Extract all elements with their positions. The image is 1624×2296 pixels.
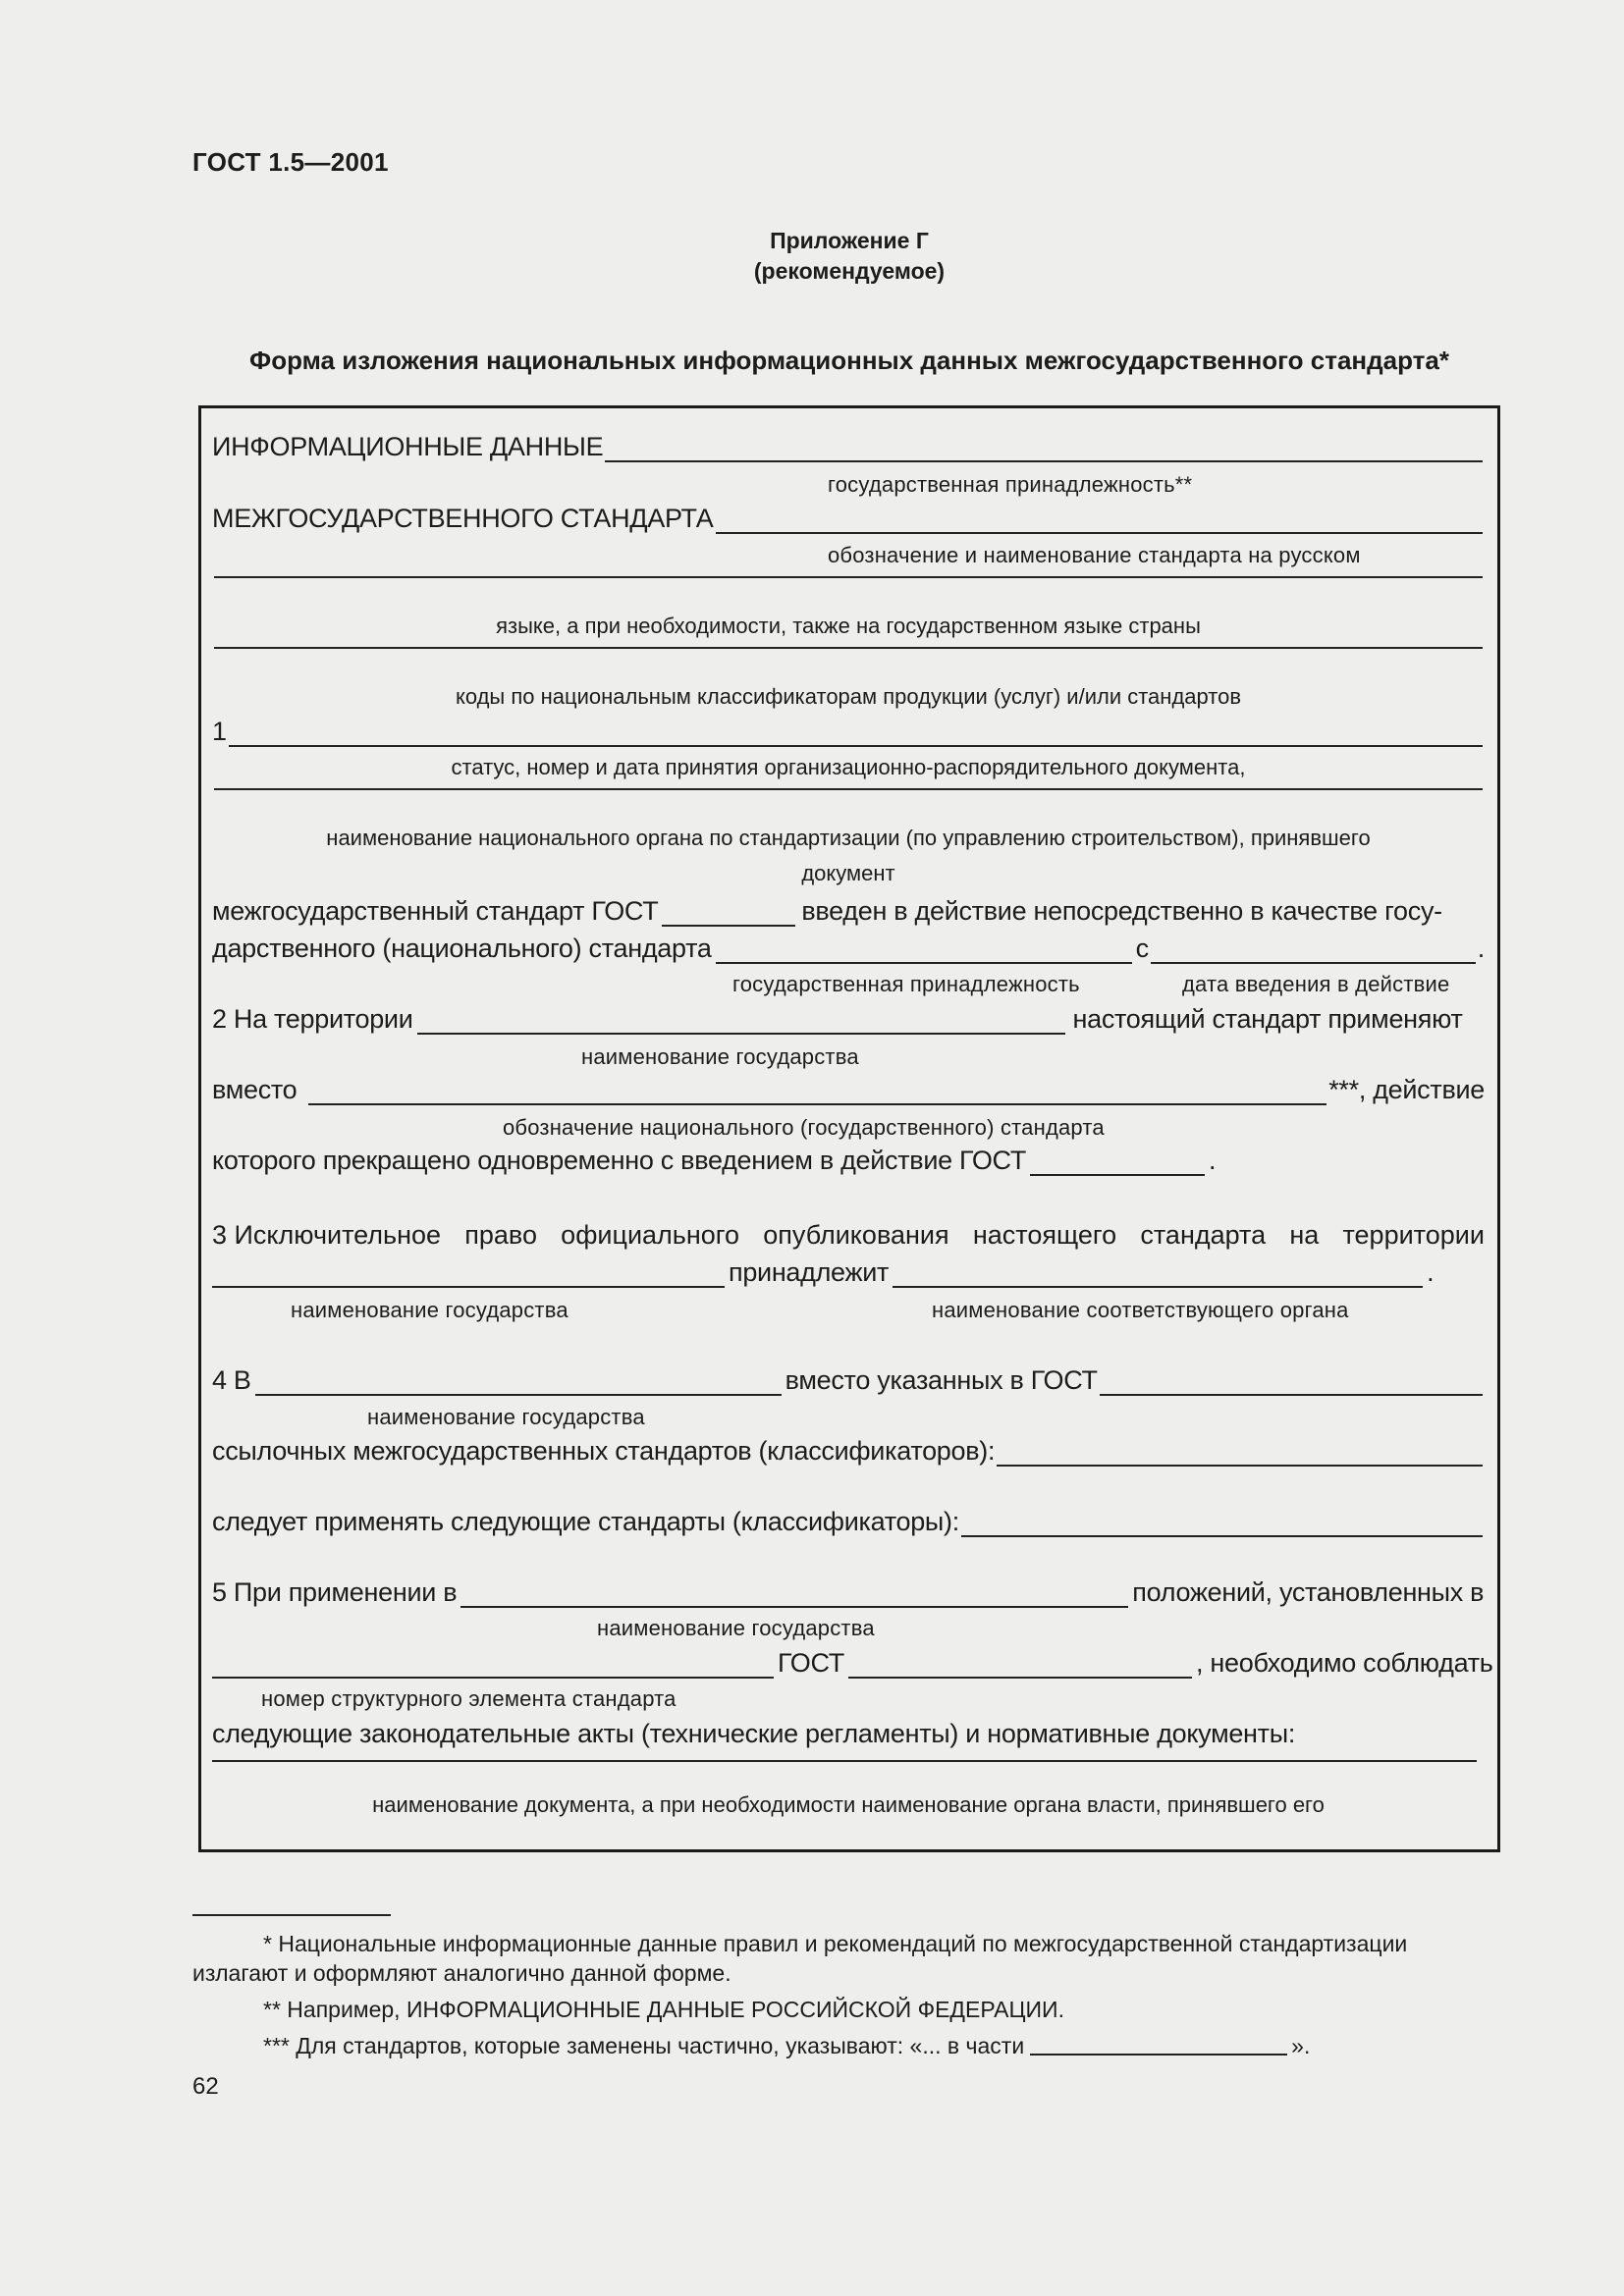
blank-status[interactable] (229, 744, 1483, 747)
blank-standard-designation[interactable] (716, 531, 1484, 534)
text-period: . (1477, 934, 1485, 963)
form-row-3 (212, 1220, 1485, 1251)
form-row-1 (212, 717, 1485, 747)
text-standard-applied: настоящий стандарт применяют (1072, 1004, 1463, 1034)
blank-state-name-2[interactable] (212, 1285, 725, 1288)
blank-gost-introduced[interactable] (1030, 1173, 1205, 1176)
word: настоящего (972, 1220, 1117, 1250)
form-row-instead (212, 1075, 1485, 1105)
blank-effective-date[interactable] (1151, 961, 1476, 964)
item-number-1: 1 (212, 717, 227, 746)
text-provisions: положений, установленных в (1132, 1577, 1485, 1607)
blank-references[interactable] (997, 1464, 1483, 1467)
caption-state-name-3: наименование государства (367, 1405, 645, 1429)
word: опубликования (763, 1220, 949, 1250)
blank-territory[interactable] (417, 1032, 1065, 1035)
caption-codes: коды по национальным классификаторам продукции (услуг) и/или стандартов (455, 684, 1242, 709)
footnote-separator (192, 1914, 391, 1916)
caption-authority: наименование национального органа по стандартизации (по управлению строительством), принявшего (326, 826, 1371, 850)
caption-national-standard: обозначение национального (государственного) стандарта (503, 1115, 1105, 1140)
form-row-2 (212, 1004, 1485, 1035)
text-national-standard: дарственного (национального) стандарта (212, 934, 712, 963)
text-references: ссылочных межгосударственных стандартов (классификаторов): (212, 1436, 996, 1466)
form-row-gost (212, 1648, 1493, 1679)
form-row-5 (212, 1577, 1485, 1608)
blank-organ-name[interactable] (893, 1285, 1423, 1288)
appendix-kind: (рекомендуемое) (753, 258, 946, 284)
text-gost: ГОСТ (778, 1648, 845, 1678)
blank-language[interactable] (214, 575, 1483, 578)
blank-gost-ref[interactable] (1100, 1393, 1483, 1396)
text-item-5: 5 При применении в (212, 1577, 458, 1607)
text-from: с (1135, 934, 1149, 963)
form-row-effective (212, 896, 1485, 927)
form-row-standard (212, 504, 1485, 534)
caption-structural-element: номер структурного элемента стандарта (261, 1686, 677, 1711)
text-legislation: следующие законодательные акты (технические регламенты) и нормативные документы: (212, 1719, 1296, 1748)
text-action: ***, действие (1328, 1075, 1485, 1104)
footnote-1-cont: излагают и оформляют аналогично данной форме. (192, 1960, 731, 1986)
blank-state-affiliation-2[interactable] (716, 961, 1132, 964)
word: территории (1342, 1220, 1485, 1250)
text-period-3: . (1427, 1257, 1435, 1287)
label-standard: МЕЖГОСУДАРСТВЕННОГО СТАНДАРТА (212, 504, 714, 533)
caption-effective-date: дата введения в действие (1182, 972, 1450, 996)
text-introduced: введен в действие непосредственно в качестве госу- (801, 896, 1442, 926)
blank-national-standard[interactable] (308, 1102, 1326, 1105)
form-title: Форма изложения национальных информационных данных межгосударственного стандарта* (249, 346, 1449, 375)
blank-state-name-3[interactable] (255, 1393, 782, 1396)
form-row-info-data (212, 432, 1485, 462)
form-row-authority (212, 787, 1485, 790)
caption-documents: наименование документа, а при необходимости наименование органа власти, принявшего его (372, 1792, 1325, 1817)
text-must-observe: , необходимо соблюдать (1196, 1648, 1493, 1678)
form-row-national-standard (212, 934, 1485, 964)
footnote-3 (263, 2033, 1310, 2059)
word: 3 Исключительное (212, 1220, 442, 1250)
text-apply: следует применять следующие стандарты (классификаторы): (212, 1507, 959, 1536)
form-row-terminated (212, 1146, 1485, 1176)
text-period-2: . (1209, 1146, 1217, 1175)
blank-gost-number-2[interactable] (848, 1676, 1192, 1679)
caption-state-name-4: наименование государства (597, 1616, 875, 1640)
word: право (464, 1220, 537, 1250)
form-row-belongs (212, 1257, 1485, 1288)
form-row-apply (212, 1507, 1485, 1537)
form-row-legislation (212, 1719, 1485, 1749)
blank-state-affiliation[interactable] (605, 459, 1483, 462)
blank-codes[interactable] (214, 646, 1483, 649)
caption-state-name-2: наименование государства (291, 1298, 568, 1322)
form-row-references (212, 1436, 1485, 1467)
text-item-2: 2 На территории (212, 1004, 413, 1034)
form-row-codes (212, 646, 1485, 649)
word: стандарта (1140, 1220, 1267, 1250)
blank-apply[interactable] (961, 1534, 1483, 1537)
form-row-4 (212, 1365, 1485, 1396)
text-item-4: 4 В (212, 1365, 251, 1395)
caption-authority-cont: документ (801, 861, 895, 885)
caption-organ-name: наименование соответствующего органа (932, 1298, 1349, 1322)
label-info-data: ИНФОРМАЦИОННЫЕ ДАННЫЕ (212, 432, 604, 461)
footnote-3-end: ». (1291, 2033, 1311, 2058)
footnote-3-text: *** Для стандартов, которые заменены частично, указывают: «... в части (263, 2033, 1025, 2058)
caption-language: языке, а при необходимости, также на государственном языке страны (496, 614, 1201, 638)
blank-gost-number[interactable] (662, 924, 795, 927)
caption-state-affiliation-2: государственная принадлежность (732, 972, 1080, 996)
caption-state-name: наименование государства (581, 1044, 859, 1069)
text-belongs: принадлежит (729, 1257, 890, 1287)
document-header: ГОСТ 1.5—2001 (192, 147, 389, 177)
page-number: 62 (192, 2073, 219, 2100)
footnote-3-blank (1030, 2053, 1287, 2056)
blank-authority[interactable] (214, 787, 1483, 790)
footnote-2: ** Например, ИНФОРМАЦИОННЫЕ ДАННЫЕ РОССИЙСКОЙ ФЕДЕРАЦИИ. (263, 1997, 1064, 2022)
caption-state-affiliation: государственная принадлежность** (828, 472, 1193, 497)
caption-status: статус, номер и дата принятия организационно-распорядительного документа, (451, 755, 1246, 779)
blank-structural-element[interactable] (212, 1676, 774, 1679)
form-row-language (212, 575, 1485, 578)
text-instead-gost: вместо указанных в ГОСТ (785, 1365, 1098, 1395)
footnote-1: * Национальные информационные данные правил и рекомендаций по межгосударственной стандартизации (263, 1931, 1408, 1956)
text-instead: вместо (212, 1075, 298, 1104)
blank-documents[interactable] (212, 1759, 1477, 1762)
word: официального (561, 1220, 740, 1250)
word: на (1289, 1220, 1320, 1250)
caption-standard-designation: обозначение и наименование стандарта на русском (828, 543, 1361, 567)
text-interstate-standard: межгосударственный стандарт ГОСТ (212, 896, 659, 926)
appendix-name: Приложение Г (770, 228, 929, 253)
blank-state-name-4[interactable] (460, 1605, 1128, 1608)
form-row-documents (212, 1759, 1479, 1762)
text-terminated: которого прекращено одновременно с введением в действие ГОСТ (212, 1146, 1027, 1175)
